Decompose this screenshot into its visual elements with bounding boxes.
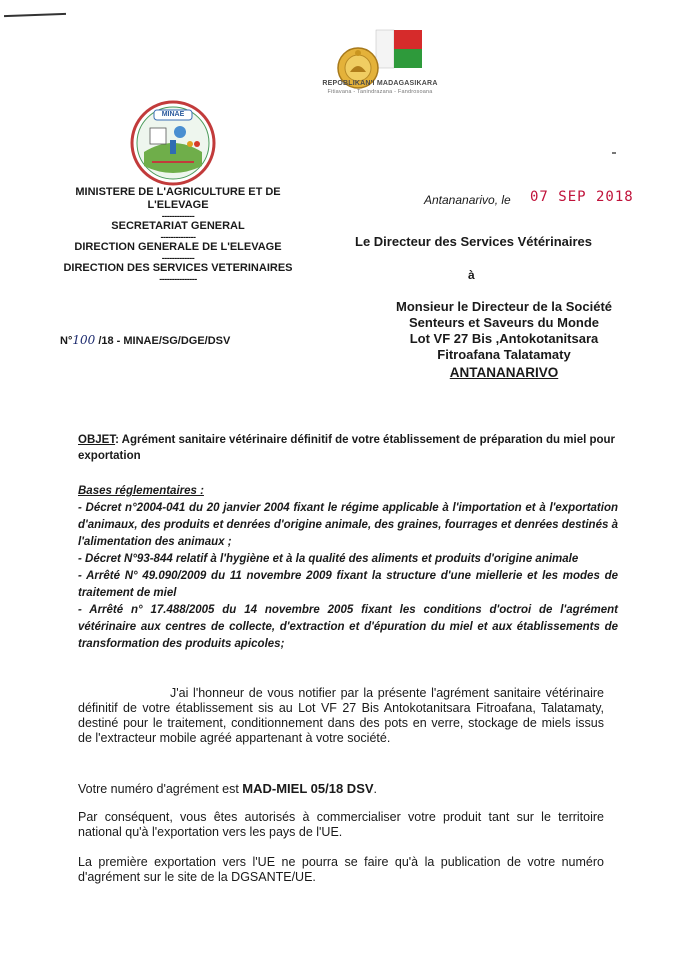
legal-basis-item: - Arrêté n° 17.488/2005 du 14 novembre 2005 fixant les conditions d'octroi de l'agrément vétérinaire aux centres de collecte, d'extraction et d'épuration du miel et aux établissements de transformation des produits apicoles; [78, 604, 618, 650]
republic-name: REPOBLIKAN'I MADAGASIKARA [322, 80, 438, 87]
body-paragraph: Par conséquent, vous êtes autorisés à commercialiser votre produit tant sur le territoire national qu'à l'exportation vers les pays de l'UE. [78, 810, 604, 839]
separator: ------------- [161, 253, 195, 263]
paragraph-text: J'ai l'honneur de vous notifier par la présente l'agrément sanitaire vétérinaire définitif de votre établissement sis au Lot VF 27 Bis Antokotanitsara Fitroafana, Talatamaty, destiné pour le traitement, conditionnement dans des pots en verre, stockage de miels issus de l'extracteur mobile agréé appartenant à votre société. [78, 686, 604, 745]
subject-label: OBJET [78, 434, 116, 446]
republic-caption [300, 80, 460, 96]
flag-icon [376, 30, 422, 68]
approval-number-paragraph [78, 781, 604, 797]
recipient-line: Senteurs et Saveurs du Monde [409, 315, 599, 330]
ministry-logo-text: MINAE [161, 111, 185, 118]
recipient-line: Fitroafana Talatamaty [437, 347, 571, 362]
date-place: Antananarivo, le [424, 193, 511, 207]
subject-text: : Agrément sanitaire vétérinaire définitif de votre établissement de préparation du miel pour exportation [78, 434, 616, 462]
paragraph-text: . [373, 782, 378, 796]
direction-generale-name: DIRECTION GENERALE DE L'ELEVAGE [74, 241, 282, 253]
ministry-logo [130, 100, 216, 186]
legal-bases-title: Bases réglementaires : [78, 485, 204, 497]
paragraph-text: Votre numéro d'agrément est [78, 782, 243, 796]
recipient-city: ANTANANARIVO [449, 365, 559, 380]
ministry-name: MINISTERE DE L'AGRICULTURE ET DE L'ELEVAGE [75, 186, 281, 211]
reference-suffix: /18 - MINAE/SG/DGE/DSV [98, 335, 231, 347]
date-stamp: 07 SEP 2018 [530, 189, 634, 205]
secretariat-name: SECRETARIAT GENERAL [111, 220, 245, 232]
reference-handwritten-number: 100 [72, 333, 96, 347]
separator: ------------- [161, 211, 195, 221]
legal-basis-item: - Décret N°93-844 relatif à l'hygiène et à la qualité des aliments et produits d'origine animale [78, 553, 579, 565]
legal-basis-item: - Décret n°2004-041 du 20 janvier 2004 fixant le régime applicable à l'importation et à l'exportation d'animaux, des produits et denrées d'origine animale, des graines, fourrages et denrées destinés à l'alimentation des animaux ; [78, 502, 618, 548]
separator: -------------- [160, 232, 196, 242]
legal-basis-item: - Arrêté N° 49.090/2009 du 11 novembre 2009 fixant la structure d'une miellerie et les modes de traitement de miel [78, 570, 618, 599]
sender-title: Le Directeur des Services Vétérinaires [355, 234, 593, 249]
separator: --------------- [159, 274, 197, 284]
reference-prefix: N° [60, 335, 73, 347]
republic-motto: Fitiavana - Tanindrazana - Fandrosoana [327, 89, 433, 95]
addressed-to: à [468, 268, 475, 282]
reference-number [60, 333, 230, 347]
recipient-address [374, 299, 634, 381]
recipient-line: Monsieur le Directeur de la Société [395, 299, 613, 314]
letter-subject [78, 432, 618, 464]
body-paragraph [78, 686, 604, 746]
direction-services-name: DIRECTION DES SERVICES VETERINAIRES [63, 262, 293, 274]
ministry-header [60, 186, 296, 283]
body-paragraph: La première exportation vers l'UE ne pourra se faire qu'à la publication de votre numéro d'agrément sur le site de la DGSANTE/UE. [78, 855, 604, 884]
scan-mark [4, 13, 66, 17]
scan-speck [612, 152, 616, 154]
approval-number: MAD-MIEL 05/18 DSV [242, 781, 374, 796]
legal-bases [78, 483, 618, 653]
recipient-line: Lot VF 27 Bis ,Antokotanitsara [409, 331, 599, 346]
